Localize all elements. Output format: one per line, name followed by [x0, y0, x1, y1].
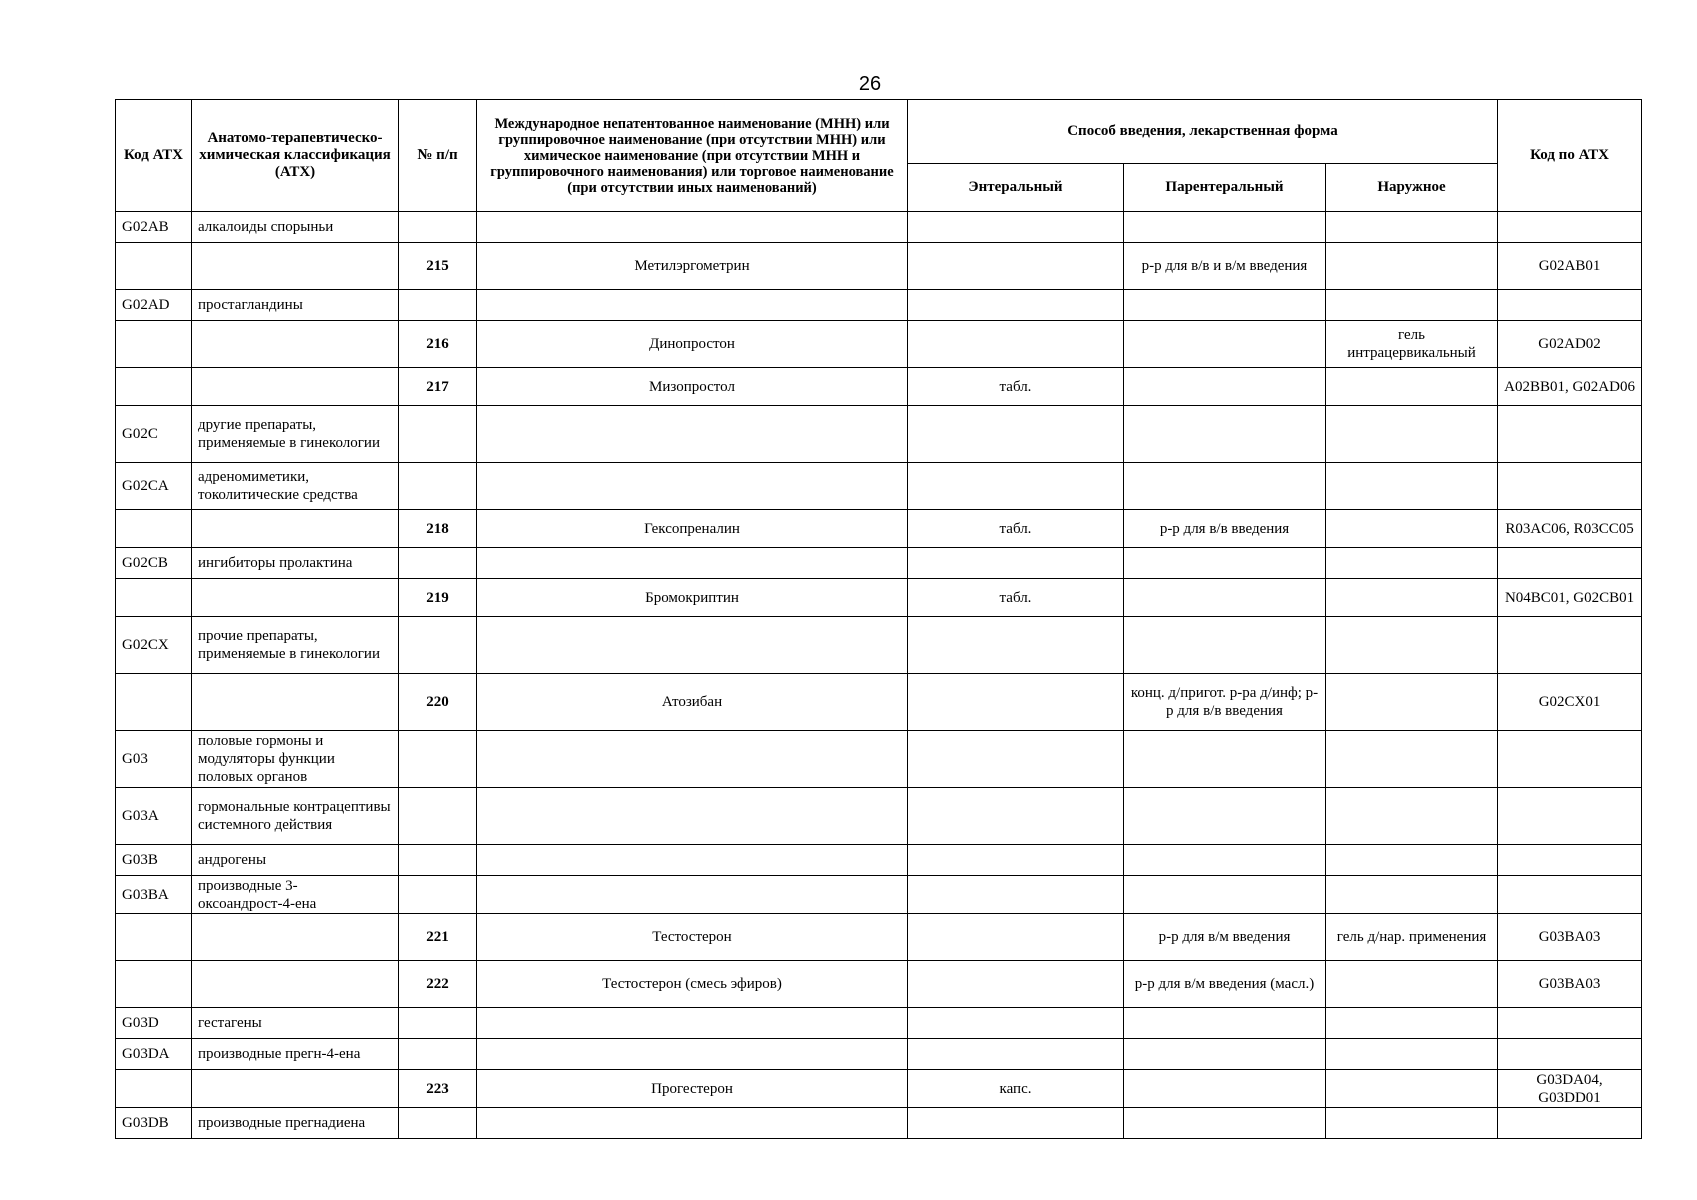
row-atx-code: N04BC01, G02CB01 [1498, 579, 1642, 617]
row-code: G03DB [116, 1108, 192, 1139]
row-number [399, 406, 477, 463]
row-enteral [908, 788, 1124, 845]
table-row [116, 914, 1642, 961]
row-number [399, 617, 477, 674]
row-code [116, 1070, 192, 1108]
row-external [1326, 1039, 1498, 1070]
row-parenteral [1124, 1039, 1326, 1070]
row-parenteral [1124, 290, 1326, 321]
header-parenteral: Парентеральный [1124, 164, 1326, 212]
table-row [116, 406, 1642, 463]
row-external [1326, 463, 1498, 510]
row-parenteral: конц. д/пригот. р-ра д/инф; р-р для в/в введения [1124, 674, 1326, 731]
row-parenteral [1124, 617, 1326, 674]
table-body [116, 212, 1642, 1139]
row-name [477, 845, 908, 876]
row-external: гель интрацервикальный [1326, 321, 1498, 368]
header-classification: Анатомо-терапевтическо-химическая классификация (АТХ) [192, 100, 399, 212]
row-code: G02C [116, 406, 192, 463]
row-enteral: табл. [908, 368, 1124, 406]
row-name [477, 1008, 908, 1039]
row-code: G02AD [116, 290, 192, 321]
row-name [477, 212, 908, 243]
row-atx-code [1498, 876, 1642, 914]
table-row [116, 510, 1642, 548]
row-external [1326, 876, 1498, 914]
row-enteral [908, 463, 1124, 510]
row-code: G02CX [116, 617, 192, 674]
row-parenteral [1124, 406, 1326, 463]
row-parenteral [1124, 368, 1326, 406]
row-external [1326, 548, 1498, 579]
row-code [116, 321, 192, 368]
row-classification [192, 961, 399, 1008]
row-number [399, 463, 477, 510]
row-enteral [908, 845, 1124, 876]
row-number [399, 212, 477, 243]
row-atx-code: G02CX01 [1498, 674, 1642, 731]
row-atx-code [1498, 406, 1642, 463]
row-atx-code [1498, 617, 1642, 674]
row-code: G03B [116, 845, 192, 876]
row-classification: производные прегнадиена [192, 1108, 399, 1139]
row-number [399, 1008, 477, 1039]
row-classification [192, 914, 399, 961]
row-name [477, 617, 908, 674]
row-external [1326, 788, 1498, 845]
row-enteral [908, 674, 1124, 731]
row-enteral [908, 406, 1124, 463]
row-code [116, 961, 192, 1008]
row-enteral: табл. [908, 510, 1124, 548]
row-code: G03D [116, 1008, 192, 1039]
header-atx-code: Код по АТХ [1498, 100, 1642, 212]
row-parenteral [1124, 1008, 1326, 1039]
table-row [116, 731, 1642, 788]
row-atx-code: G03DA04, G03DD01 [1498, 1070, 1642, 1108]
row-number: 218 [399, 510, 477, 548]
table-row [116, 876, 1642, 914]
row-code: G03BA [116, 876, 192, 914]
row-classification: производные прегн-4-ена [192, 1039, 399, 1070]
table-row [116, 1039, 1642, 1070]
row-atx-code [1498, 463, 1642, 510]
row-code: G03 [116, 731, 192, 788]
row-atx-code [1498, 1039, 1642, 1070]
row-classification: гормональные контрацептивы системного действия [192, 788, 399, 845]
row-number [399, 1108, 477, 1139]
row-number: 216 [399, 321, 477, 368]
row-number [399, 788, 477, 845]
row-name [477, 406, 908, 463]
row-classification: другие препараты, применяемые в гинекологии [192, 406, 399, 463]
row-classification [192, 510, 399, 548]
row-code [116, 368, 192, 406]
row-atx-code: G02AD02 [1498, 321, 1642, 368]
row-parenteral [1124, 1070, 1326, 1108]
row-enteral [908, 1008, 1124, 1039]
row-classification: производные 3-оксоандрост-4-ена [192, 876, 399, 914]
row-external [1326, 1070, 1498, 1108]
row-classification [192, 579, 399, 617]
row-enteral: капс. [908, 1070, 1124, 1108]
row-parenteral [1124, 845, 1326, 876]
row-external [1326, 731, 1498, 788]
row-number: 223 [399, 1070, 477, 1108]
table-row [116, 212, 1642, 243]
row-external [1326, 961, 1498, 1008]
row-atx-code [1498, 1008, 1642, 1039]
row-classification [192, 368, 399, 406]
row-parenteral: р-р для в/в и в/м введения [1124, 243, 1326, 290]
row-parenteral: р-р для в/м введения [1124, 914, 1326, 961]
row-atx-code [1498, 548, 1642, 579]
row-number [399, 876, 477, 914]
row-external [1326, 1008, 1498, 1039]
table-row [116, 548, 1642, 579]
row-enteral [908, 1108, 1124, 1139]
table-row [116, 1070, 1642, 1108]
row-code [116, 674, 192, 731]
row-classification: гестагены [192, 1008, 399, 1039]
row-code: G02CB [116, 548, 192, 579]
row-classification: андрогены [192, 845, 399, 876]
row-atx-code [1498, 1108, 1642, 1139]
row-code [116, 510, 192, 548]
row-atx-code: A02BB01, G02AD06 [1498, 368, 1642, 406]
row-classification: ингибиторы пролактина [192, 548, 399, 579]
row-number [399, 290, 477, 321]
row-external [1326, 368, 1498, 406]
table-row [116, 845, 1642, 876]
row-name [477, 548, 908, 579]
header-enteral: Энтеральный [908, 164, 1124, 212]
row-atx-code [1498, 788, 1642, 845]
row-parenteral [1124, 876, 1326, 914]
row-parenteral [1124, 788, 1326, 845]
row-external [1326, 510, 1498, 548]
row-classification: простагландины [192, 290, 399, 321]
row-parenteral [1124, 731, 1326, 788]
table-row [116, 579, 1642, 617]
atx-table [115, 99, 1642, 1139]
table-row [116, 1008, 1642, 1039]
row-parenteral: р-р для в/м введения (масл.) [1124, 961, 1326, 1008]
table-row [116, 674, 1642, 731]
row-classification: алкалоиды спорыньи [192, 212, 399, 243]
row-classification [192, 243, 399, 290]
table-row [116, 788, 1642, 845]
row-number: 220 [399, 674, 477, 731]
row-parenteral [1124, 463, 1326, 510]
row-number [399, 548, 477, 579]
row-name: Тестостерон [477, 914, 908, 961]
row-number: 222 [399, 961, 477, 1008]
row-atx-code: G02AB01 [1498, 243, 1642, 290]
row-enteral [908, 243, 1124, 290]
row-code [116, 914, 192, 961]
row-external [1326, 290, 1498, 321]
row-parenteral [1124, 548, 1326, 579]
row-name [477, 463, 908, 510]
table-row [116, 463, 1642, 510]
row-parenteral [1124, 212, 1326, 243]
row-name [477, 1039, 908, 1070]
row-number: 215 [399, 243, 477, 290]
row-parenteral [1124, 321, 1326, 368]
row-enteral [908, 212, 1124, 243]
row-number: 219 [399, 579, 477, 617]
row-atx-code: G03BA03 [1498, 914, 1642, 961]
row-name [477, 876, 908, 914]
row-parenteral [1124, 1108, 1326, 1139]
row-number [399, 845, 477, 876]
header-number: № п/п [399, 100, 477, 212]
row-external [1326, 845, 1498, 876]
row-classification: половые гормоны и модуляторы функции половых органов [192, 731, 399, 788]
header-external: Наружное [1326, 164, 1498, 212]
row-code [116, 243, 192, 290]
row-atx-code [1498, 212, 1642, 243]
row-atx-code: R03AC06, R03CC05 [1498, 510, 1642, 548]
row-enteral [908, 321, 1124, 368]
row-external [1326, 243, 1498, 290]
row-enteral [908, 617, 1124, 674]
row-enteral [908, 914, 1124, 961]
row-name: Бромокриптин [477, 579, 908, 617]
row-classification [192, 674, 399, 731]
row-external: гель д/нар. применения [1326, 914, 1498, 961]
row-code: G02CA [116, 463, 192, 510]
table-row [116, 321, 1642, 368]
row-classification: прочие препараты, применяемые в гинекологии [192, 617, 399, 674]
row-external [1326, 1108, 1498, 1139]
row-name: Мизопростол [477, 368, 908, 406]
row-name [477, 788, 908, 845]
table-row [116, 243, 1642, 290]
table-row [116, 290, 1642, 321]
row-name: Прогестерон [477, 1070, 908, 1108]
row-classification: адреномиметики, токолитические средства [192, 463, 399, 510]
row-atx-code [1498, 845, 1642, 876]
row-classification [192, 1070, 399, 1108]
table-row [116, 368, 1642, 406]
table-header [116, 100, 1642, 212]
row-parenteral [1124, 579, 1326, 617]
row-enteral [908, 731, 1124, 788]
table-row [116, 1108, 1642, 1139]
row-code: G03DA [116, 1039, 192, 1070]
row-number: 221 [399, 914, 477, 961]
row-enteral [908, 1039, 1124, 1070]
row-enteral [908, 876, 1124, 914]
row-enteral [908, 548, 1124, 579]
row-atx-code [1498, 731, 1642, 788]
header-route-group: Способ введения, лекарственная форма [908, 100, 1498, 164]
row-name [477, 290, 908, 321]
row-name: Метилэргометрин [477, 243, 908, 290]
row-enteral [908, 290, 1124, 321]
row-external [1326, 674, 1498, 731]
row-code [116, 579, 192, 617]
page-number: 26 [858, 73, 882, 95]
row-number: 217 [399, 368, 477, 406]
row-classification [192, 321, 399, 368]
row-external [1326, 212, 1498, 243]
row-name [477, 731, 908, 788]
row-external [1326, 579, 1498, 617]
row-name: Гексопреналин [477, 510, 908, 548]
row-number [399, 1039, 477, 1070]
table-row [116, 617, 1642, 674]
row-number [399, 731, 477, 788]
header-code: Код АТХ [116, 100, 192, 212]
row-name: Тестостерон (смесь эфиров) [477, 961, 908, 1008]
row-atx-code [1498, 290, 1642, 321]
row-code: G02AB [116, 212, 192, 243]
header-name: Международное непатентованное наименование (МНН) или группировочное наименование (при отсутствии МНН) или химическое наименование (при отсутствии МНН и группировочного наименования) или торговое наименование (при отсутствии иных наименований) [477, 100, 908, 212]
row-atx-code: G03BA03 [1498, 961, 1642, 1008]
row-name: Атозибан [477, 674, 908, 731]
row-name [477, 1108, 908, 1139]
row-parenteral: р-р для в/в введения [1124, 510, 1326, 548]
table-row [116, 961, 1642, 1008]
row-name: Динопростон [477, 321, 908, 368]
row-enteral: табл. [908, 579, 1124, 617]
row-external [1326, 406, 1498, 463]
row-enteral [908, 961, 1124, 1008]
row-code: G03A [116, 788, 192, 845]
row-external [1326, 617, 1498, 674]
